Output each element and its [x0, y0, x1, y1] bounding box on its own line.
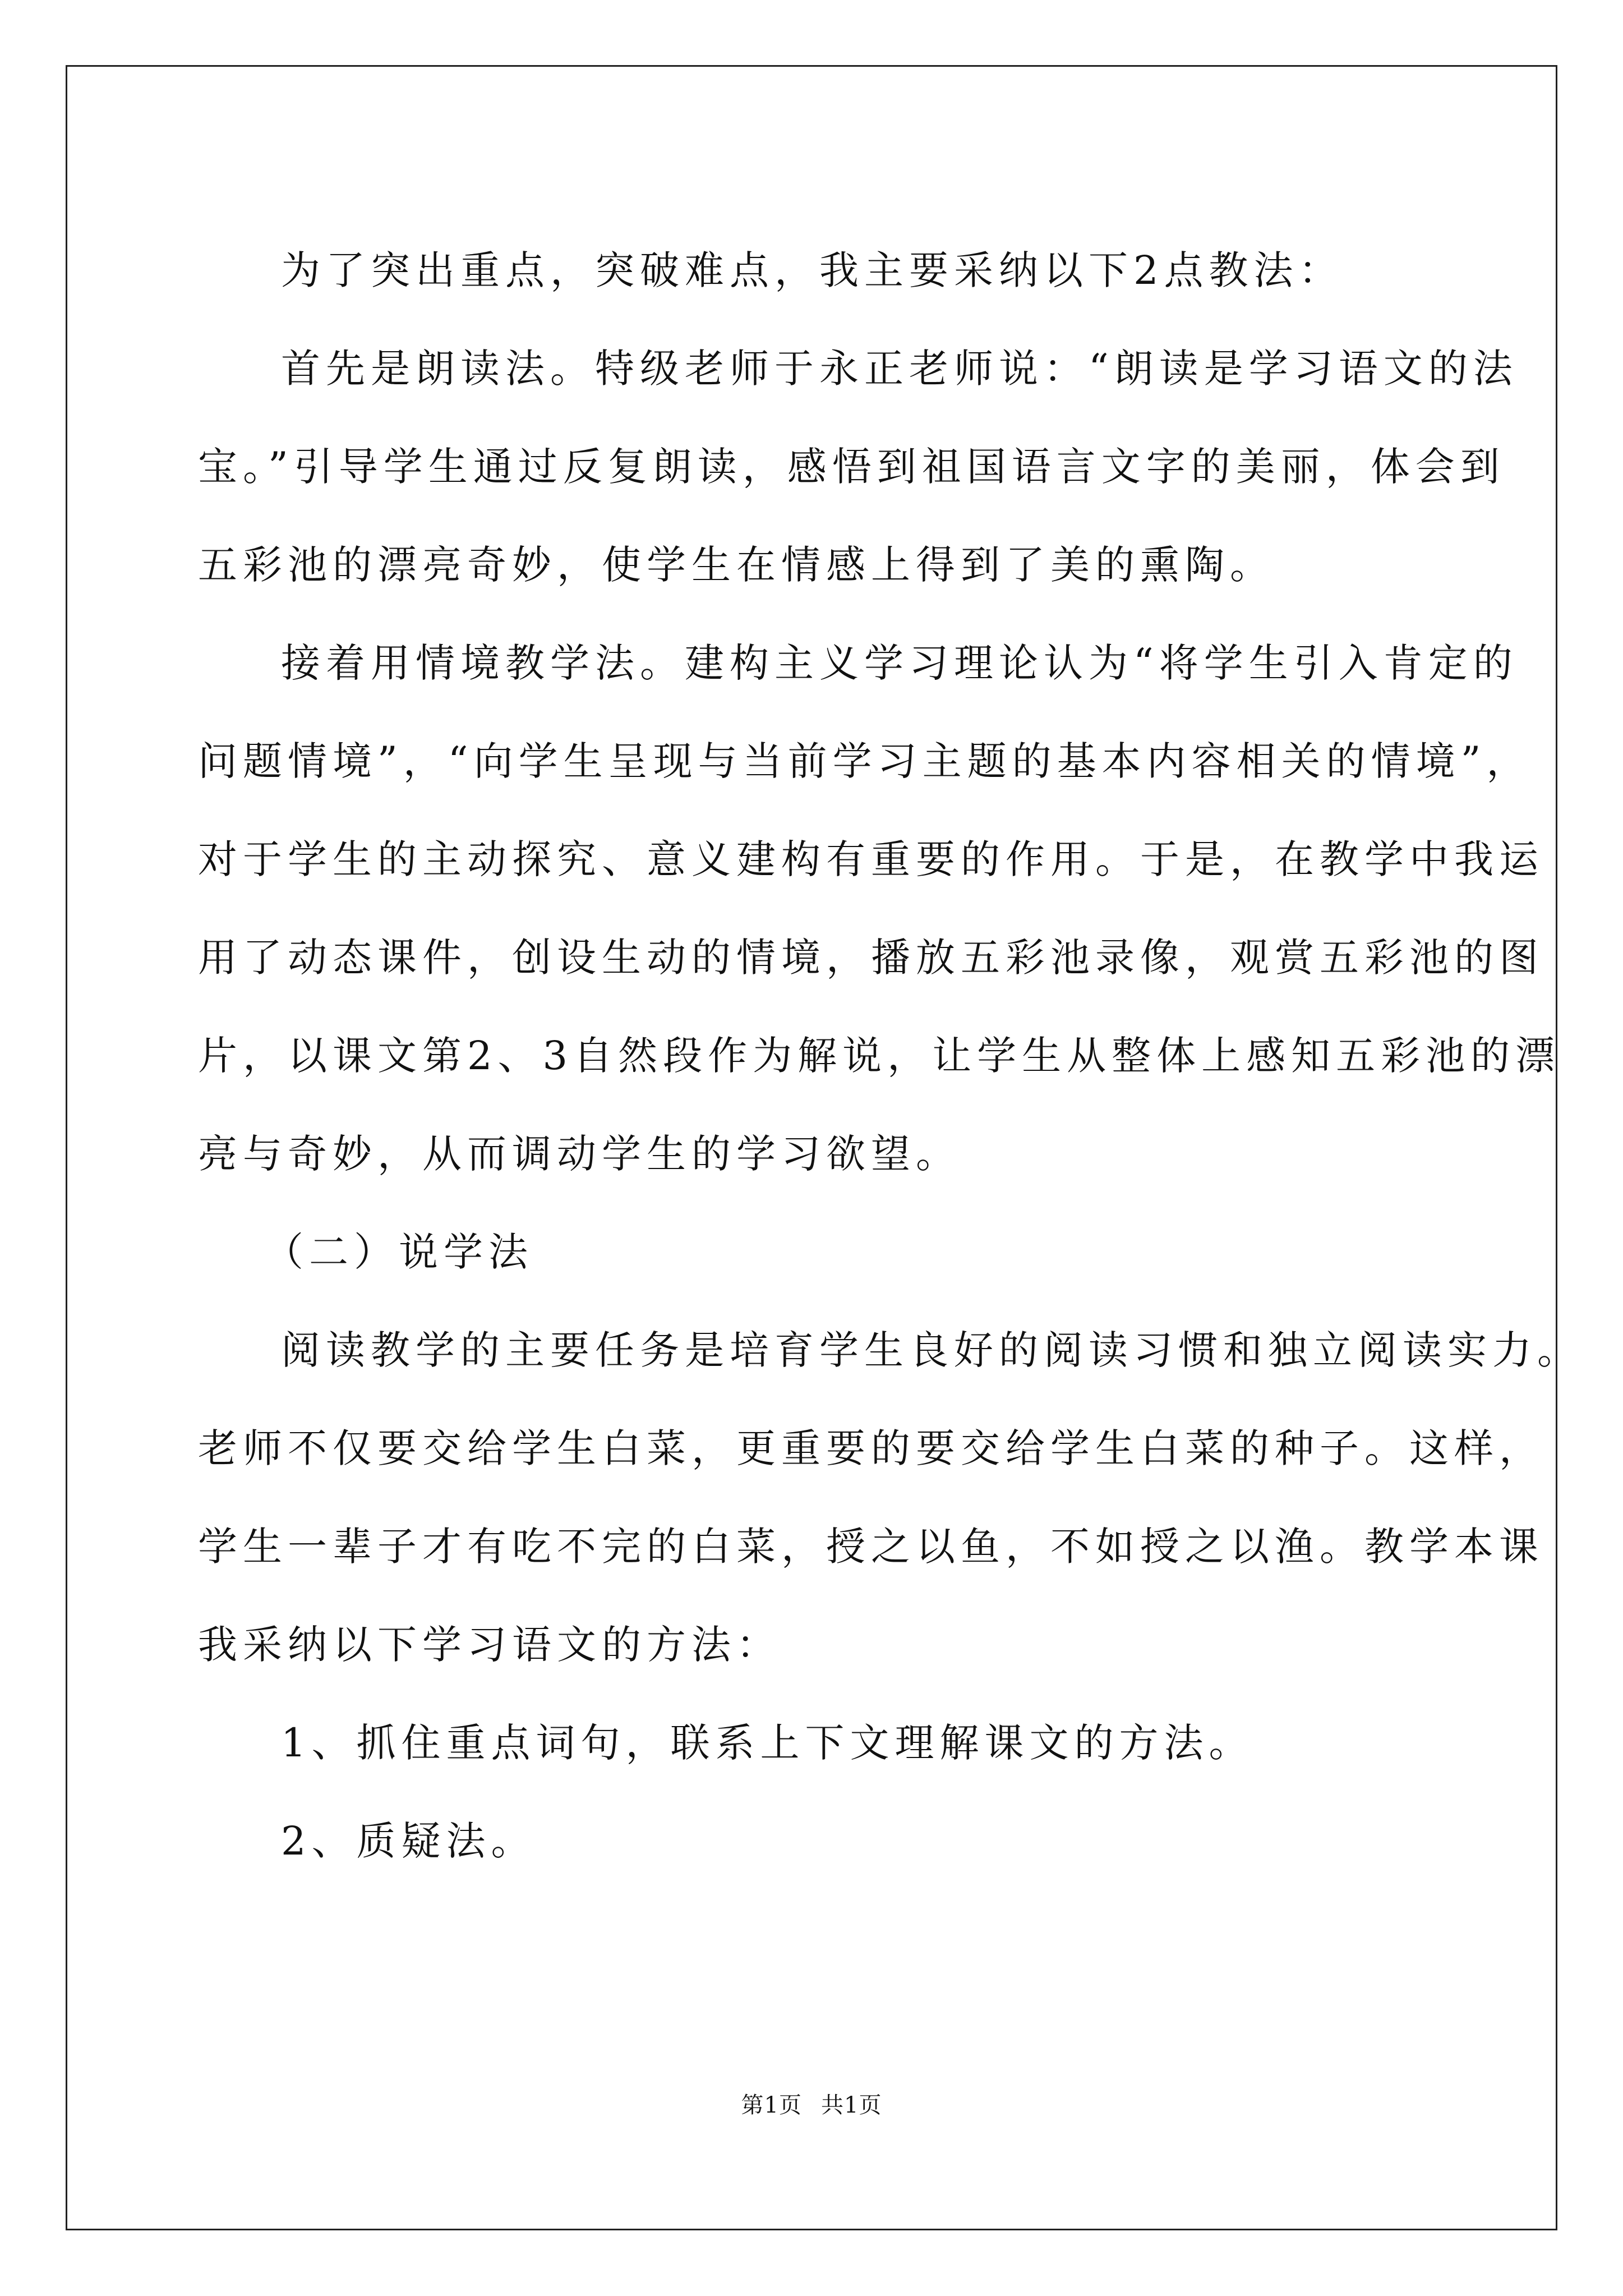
- paragraph-line: 阅读教学的主要任务是培育学生良好的阅读习惯和独立阅读实力。: [281, 1327, 1582, 1373]
- page-number: 第1页: [741, 2092, 802, 2118]
- paragraph-line: 用了动态课件，创设生动的情境，播放五彩池录像，观赏五彩池的图: [198, 935, 1544, 981]
- paragraph-line: 老师不仅要交给学生白菜，更重要的要交给学生白菜的种子。这样，: [198, 1425, 1544, 1471]
- paragraph-line: 亮与奇妙，从而调动学生的学习欲望。: [198, 1131, 961, 1177]
- paragraph-line: 对于学生的主动探究、意义建构有重要的作用。于是，在教学中我运: [198, 836, 1544, 882]
- page-total: 共1页: [821, 2092, 882, 2118]
- page-footer: [0, 2091, 1623, 2119]
- list-item: 2、质疑法。: [281, 1818, 536, 1864]
- paragraph-line: 五彩池的漂亮奇妙，使学生在情感上得到了美的熏陶。: [198, 542, 1275, 588]
- paragraph-line: 片，以课文第2、3自然段作为解说，让学生从整体上感知五彩池的漂: [198, 1033, 1561, 1079]
- paragraph-line: 为了突出重点，突破难点，我主要采纳以下2点教法：: [281, 247, 1344, 293]
- paragraph-line: 问题情境”，“向学生呈现与当前学习主题的基本内容相关的情境”，: [198, 738, 1532, 784]
- paragraph-line: 宝。”引导学生通过反复朗读，感悟到祖国语言文字的美丽，体会到: [198, 444, 1505, 490]
- document-body: [198, 222, 1582, 1890]
- paragraph-line: 学生一辈子才有吃不完的白菜，授之以鱼，不如授之以渔。教学本课: [198, 1524, 1544, 1570]
- paragraph-line: 首先是朗读法。特级老师于永正老师说：“朗读是学习语文的法: [281, 346, 1518, 392]
- section-heading: （二）说学法: [264, 1229, 533, 1275]
- paragraph-line: 我采纳以下学习语文的方法：: [198, 1622, 781, 1668]
- list-item: 1、抓住重点词句，联系上下文理解课文的方法。: [281, 1720, 1254, 1766]
- paragraph-line: 接着用情境教学法。建构主义学习理论认为“将学生引入肯定的: [281, 640, 1518, 686]
